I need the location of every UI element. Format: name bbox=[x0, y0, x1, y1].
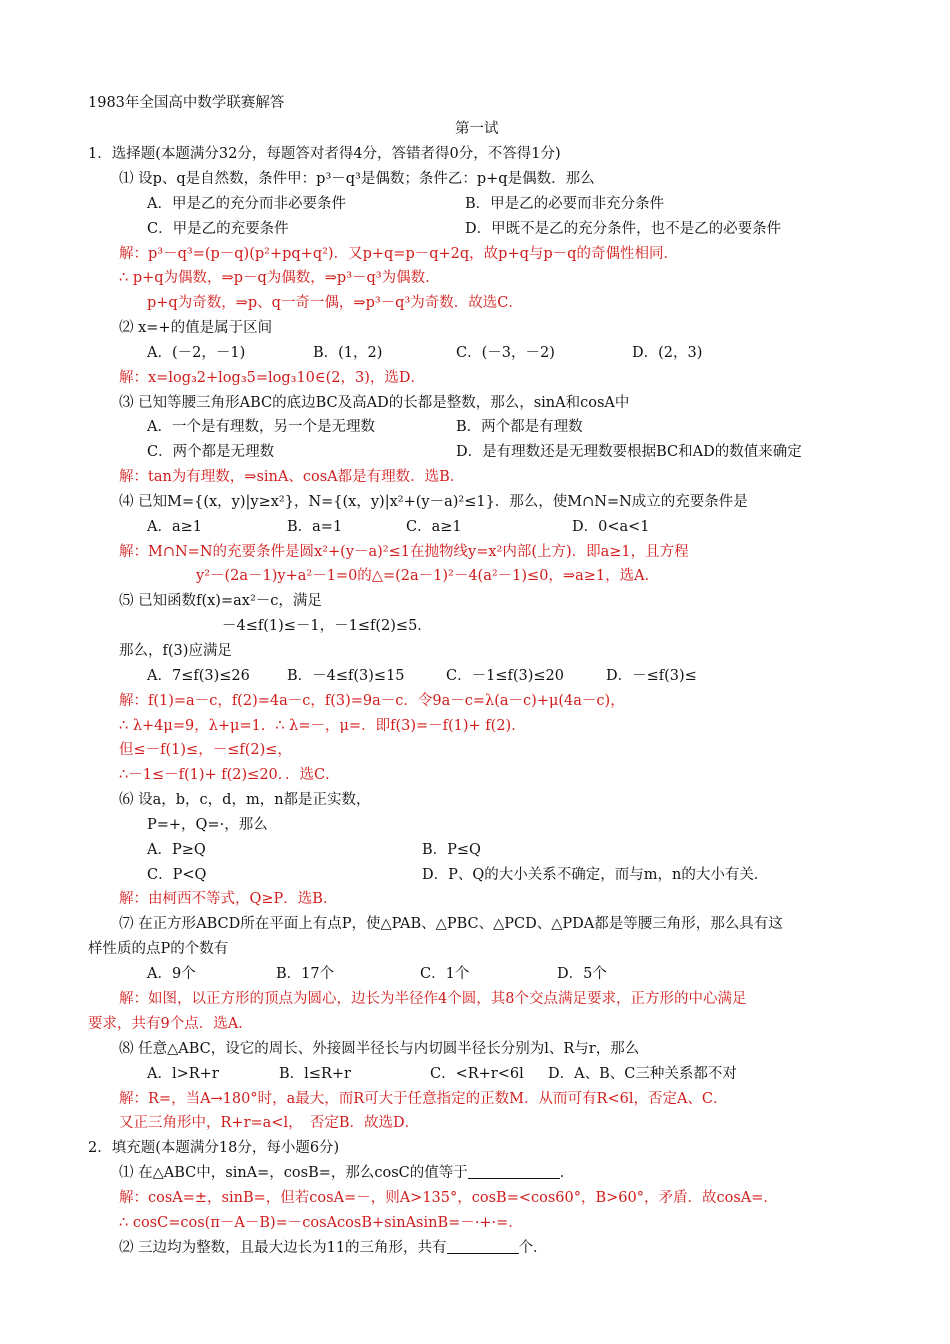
question-line bbox=[119, 169, 595, 189]
question-line bbox=[430, 1064, 524, 1084]
solution-line bbox=[196, 566, 659, 586]
question-line bbox=[557, 964, 607, 984]
question-line bbox=[222, 616, 432, 636]
line-text: B．－4≤f(3)≤15 bbox=[287, 668, 405, 684]
question-line bbox=[456, 343, 555, 363]
line-text: A．7≤f(3)≤26 bbox=[147, 668, 250, 684]
line-text: A．(－2，－1) bbox=[147, 345, 246, 361]
line-text: D．P、Q的大小关系不确定，而与m，n的大小有关． bbox=[422, 867, 769, 883]
line-text: D．是有理数还是无理数要根据BC和AD的数值来确定 bbox=[456, 444, 802, 460]
line-text: C．(－3，－2) bbox=[456, 345, 555, 361]
question-line bbox=[119, 1238, 548, 1258]
line-text: 解：由柯西不等式，Q≥P．选B． bbox=[119, 891, 338, 907]
line-text: 解：f(1)=a－c，f(2)=4a－c，f(3)=9a－c．令9a－c=λ(a－c)+μ(4a－c)， bbox=[119, 693, 625, 709]
question-line bbox=[119, 914, 783, 934]
line-text: C．1个 bbox=[420, 966, 470, 982]
line-text: －4≤f(1)≤－1，－1≤f(2)≤5． bbox=[222, 618, 432, 634]
question-line bbox=[119, 591, 322, 611]
line-text: 样性质的点P的个数有 bbox=[88, 941, 229, 957]
line-text: D．A、B、C三种关系都不对 bbox=[548, 1066, 737, 1082]
line-text: C．－1≤f(3)≤20 bbox=[446, 668, 564, 684]
question-line bbox=[147, 964, 196, 984]
line-text: D．0<a<1 bbox=[572, 519, 650, 535]
question-line bbox=[147, 815, 268, 835]
question-line bbox=[147, 194, 346, 214]
question-line bbox=[147, 865, 206, 885]
line-text: B．两个都是有理数 bbox=[456, 419, 583, 435]
solution-line bbox=[119, 542, 689, 562]
question-line bbox=[420, 964, 469, 984]
line-text: A．P≥Q bbox=[147, 842, 206, 858]
question-line bbox=[406, 517, 462, 537]
question-line bbox=[119, 318, 272, 338]
question-line bbox=[456, 442, 802, 462]
solution-line bbox=[88, 1014, 253, 1034]
answer-blank bbox=[468, 1164, 560, 1179]
question-line bbox=[422, 865, 768, 885]
solution-line bbox=[147, 293, 523, 313]
line-text: ⑵ 三边均为整数，且最大边长为11的三角形，共有 bbox=[119, 1240, 447, 1256]
question-line bbox=[119, 1163, 574, 1183]
answer-blank bbox=[447, 1239, 519, 1254]
line-text: B．(1，2) bbox=[313, 345, 383, 361]
line-text: A．a≥1 bbox=[147, 519, 202, 535]
line-text: 解：p³－q³=(p－q)(p²+pq+q²)．又p+q=p－q+2q，故p+q与p－q的奇偶性相同． bbox=[119, 246, 678, 262]
question-line bbox=[88, 144, 561, 164]
line-text: 解：M∩N=N的充要条件是圆x²+(y－a)²≤1在抛物线y=x²内部(上方)．即a≥1，且方程 bbox=[119, 544, 689, 560]
question-line bbox=[287, 517, 342, 537]
question-line bbox=[119, 393, 629, 413]
line-text: ⑻ 任意△ABC，设它的周长、外接圆半径长与内切圆半径长分别为l、R与r，那么 bbox=[119, 1041, 640, 1057]
question-line bbox=[147, 417, 375, 437]
line-text: 解：tan为有理数，⇒sinA、cosA都是有理数．选B． bbox=[119, 469, 465, 485]
line-text: p+q为奇数，⇒p、q一奇一偶，⇒p³－q³为奇数．故选C． bbox=[147, 295, 523, 311]
solution-line bbox=[119, 244, 678, 264]
line-text: B．a=1 bbox=[287, 519, 343, 535]
line-text: 2．填充题(本题满分18分，每小题6分) bbox=[88, 1140, 340, 1156]
line-text: C．<R+r<6l bbox=[430, 1066, 524, 1082]
line-text: 要求，共有9个点．选A． bbox=[88, 1016, 253, 1032]
solution-line bbox=[119, 740, 292, 760]
line-text: A．l>R+r bbox=[147, 1066, 219, 1082]
line-text: ⑺ 在正方形ABCD所在平面上有点P，使△PAB、△PBC、△PCD、△PDA都是等腰三角形，那么具有这 bbox=[119, 916, 783, 932]
solution-line bbox=[119, 1113, 419, 1133]
line-tail: ． bbox=[559, 1165, 575, 1181]
line-text: 解：x=log₃2+log₃5=log₃10∈(2，3)，选D． bbox=[119, 370, 426, 386]
question-line bbox=[279, 1064, 351, 1084]
document-title: 1983年全国高中数学联赛解答 bbox=[88, 95, 285, 111]
line-text: 1．选择题(本题满分32分，每题答对者得4分，答错者得0分，不答得1分) bbox=[88, 146, 561, 162]
line-text: ⑴ 设p、q是自然数，条件甲：p³－q³是偶数；条件乙：p+q是偶数．那么 bbox=[119, 171, 595, 187]
line-text: 又正三角形中，R+r=a<l， 否定B．故选D． bbox=[119, 1115, 420, 1131]
line-text: ⑷ 已知M={(x，y)|y≥x²}，N={(x，y)|x²+(y－a)²≤1}．那么，使M∩N=N成立的充要条件是 bbox=[119, 494, 748, 510]
solution-line bbox=[119, 716, 526, 736]
question-line bbox=[465, 194, 664, 214]
line-text: 那么，f(3)应满足 bbox=[119, 643, 232, 659]
question-line bbox=[119, 1039, 639, 1059]
line-tail: 个． bbox=[518, 1240, 548, 1256]
question-line bbox=[119, 492, 748, 512]
line-text: B．17个 bbox=[276, 966, 335, 982]
question-line bbox=[147, 219, 289, 239]
question-line bbox=[147, 517, 202, 537]
line-text: A．甲是乙的充分而非必要条件 bbox=[147, 196, 346, 212]
question-line bbox=[572, 517, 650, 537]
line-text: ∴ λ+4μ=9，λ+μ=1．∴ λ=－，μ=．即f(3)=－f(1)+ f(2)． bbox=[119, 718, 526, 734]
line-text: B．P≤Q bbox=[422, 842, 481, 858]
line-text: ⑵ x=+的值是属于区间 bbox=[119, 320, 273, 336]
solution-line bbox=[119, 989, 746, 1009]
question-line bbox=[147, 840, 206, 860]
line-text: D．甲既不是乙的充分条件，也不是乙的必要条件 bbox=[465, 221, 782, 237]
line-text: 解：如图，以正方形的顶点为圆心，边长为半径作4个圆，其8个交点满足要求，正方形的中心满足 bbox=[119, 991, 747, 1007]
line-text: ⑶ 已知等腰三角形ABC的底边BC及高AD的长都是整数，那么，sinA和cosA中 bbox=[119, 395, 630, 411]
section-title: 第一试 bbox=[455, 121, 499, 137]
question-line bbox=[147, 1064, 219, 1084]
line-text: D．(2，3) bbox=[632, 345, 703, 361]
solution-line bbox=[119, 765, 340, 785]
line-text: B．l≤R+r bbox=[279, 1066, 351, 1082]
question-line bbox=[548, 1064, 737, 1084]
question-line bbox=[313, 343, 382, 363]
solution-line bbox=[119, 268, 440, 288]
solution-line bbox=[119, 1188, 778, 1208]
question-line bbox=[276, 964, 334, 984]
line-text: 解：R=，当A→180°时，a最大，而R可大于任意指定的正数M．从而可有R<6l，否定A、C． bbox=[119, 1091, 728, 1107]
line-text: ⑹ 设a，b，c，d，m，n都是正实数， bbox=[119, 792, 371, 808]
line-text: 解：cosA=±，sinB=，但若cosA=－，则A>135°，cosB=<cos60°，B>60°，矛盾．故cosA=． bbox=[119, 1190, 778, 1206]
question-line bbox=[119, 641, 232, 661]
line-text: ∴ cosC=cos(π－A－B)=－cosAcosB+sinAsinB=－·+·=． bbox=[119, 1215, 523, 1231]
question-line bbox=[287, 666, 405, 686]
line-text: 但≤－f(1)≤，－≤f(2)≤， bbox=[119, 742, 292, 758]
line-text: ∴－1≤－f(1)+ f(2)≤20．．选C． bbox=[119, 767, 340, 783]
question-line bbox=[88, 1138, 339, 1158]
solution-line bbox=[119, 691, 625, 711]
question-line bbox=[632, 343, 702, 363]
question-line bbox=[606, 666, 697, 686]
solution-line bbox=[119, 889, 337, 909]
solution-line bbox=[119, 1089, 728, 1109]
question-line bbox=[446, 666, 564, 686]
line-text: C．甲是乙的充要条件 bbox=[147, 221, 289, 237]
solution-line bbox=[119, 467, 464, 487]
question-line bbox=[465, 219, 781, 239]
line-text: ⑴ 在△ABC中，sinA=，cosB=，那么cosC的值等于 bbox=[119, 1165, 468, 1181]
line-text: ∴ p+q为偶数，⇒p－q为偶数，⇒p³－q³为偶数． bbox=[119, 270, 440, 286]
question-line bbox=[147, 343, 245, 363]
line-text: y²－(2a－1)y+a²－1=0的△=(2a－1)²－4(a²－1)≤0，⇒a≥1，选A． bbox=[196, 568, 660, 584]
line-text: ⑸ 已知函数f(x)=ax²－c，满足 bbox=[119, 593, 322, 609]
question-line bbox=[147, 442, 274, 462]
question-line bbox=[88, 939, 228, 959]
line-text: A．9个 bbox=[147, 966, 196, 982]
line-text: D．－≤f(3)≤ bbox=[606, 668, 697, 684]
line-text: A．一个是有理数，另一个是无理数 bbox=[147, 419, 375, 435]
line-text: C．a≥1 bbox=[406, 519, 462, 535]
line-text: C．两个都是无理数 bbox=[147, 444, 275, 460]
line-text: P=+，Q=·，那么 bbox=[147, 817, 268, 833]
line-text: D．5个 bbox=[557, 966, 607, 982]
question-line bbox=[119, 790, 371, 810]
solution-line bbox=[119, 1213, 523, 1233]
line-text: B．甲是乙的必要而非充分条件 bbox=[465, 196, 665, 212]
question-line bbox=[456, 417, 583, 437]
line-text: C．P<Q bbox=[147, 867, 207, 883]
question-line bbox=[422, 840, 481, 860]
question-line bbox=[147, 666, 250, 686]
solution-line bbox=[119, 368, 425, 388]
